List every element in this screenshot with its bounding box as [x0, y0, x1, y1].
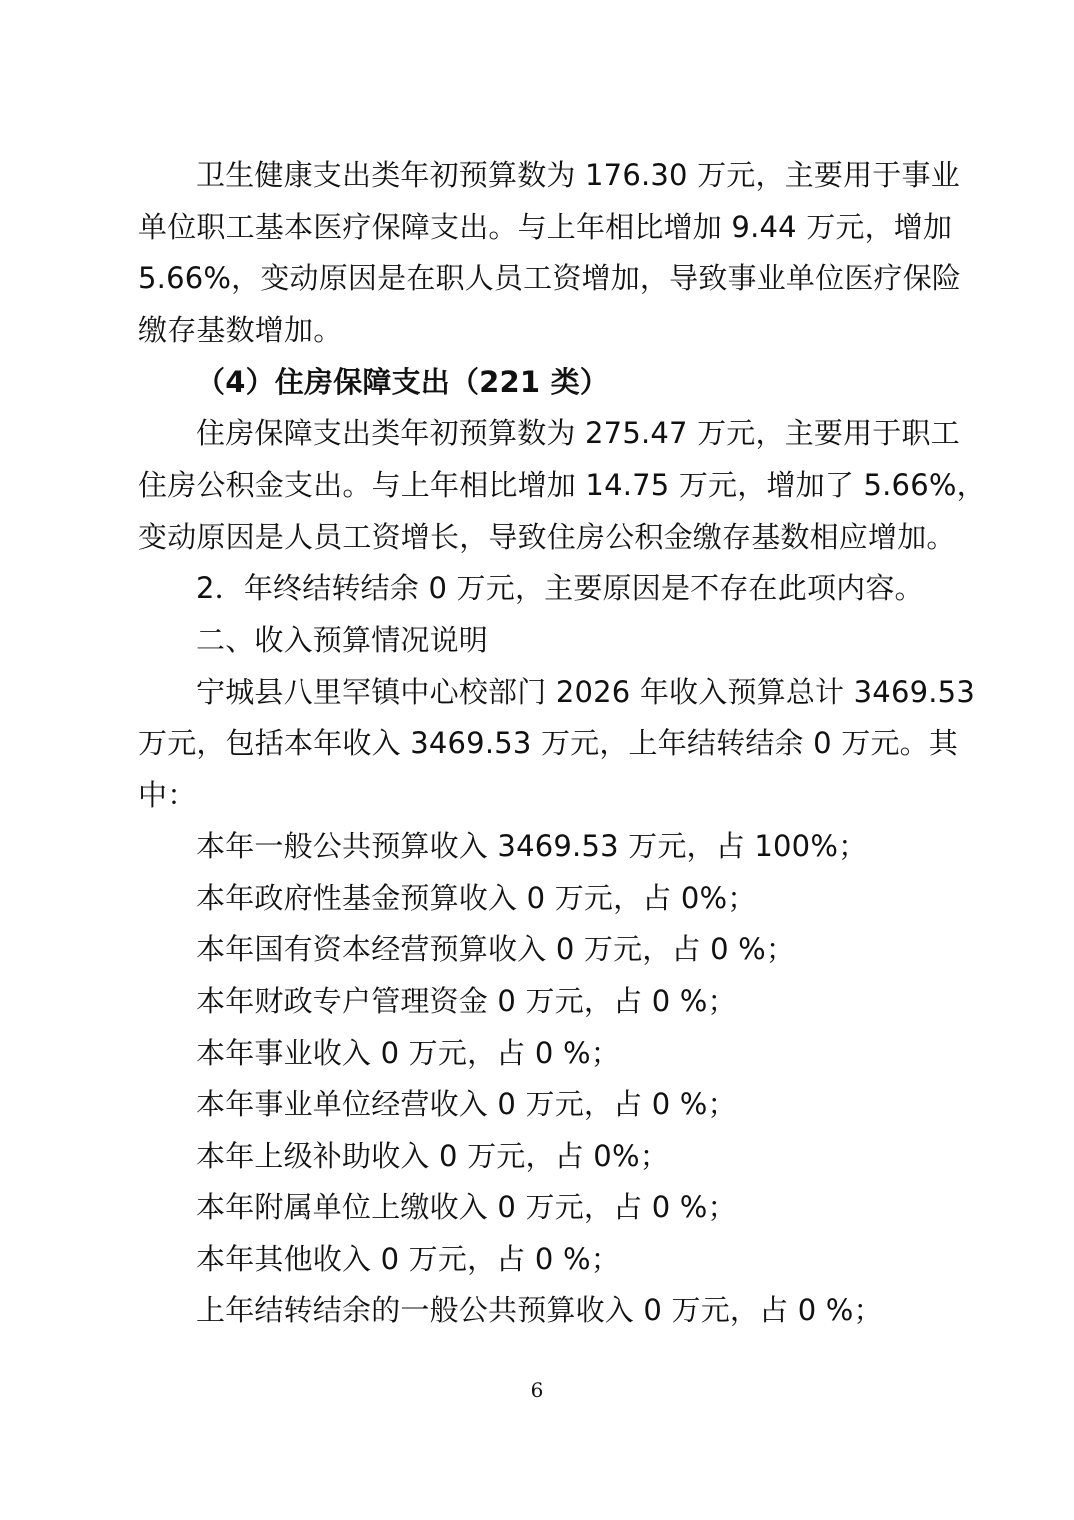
page-number: 6 [530, 1378, 544, 1402]
income-item: 本年事业单位经营收入 0 万元，占 0 %； [196, 1087, 737, 1121]
income-item: 本年事业收入 0 万元，占 0 %； [196, 1036, 620, 1070]
health-paragraph-line-1: 卫生健康支出类年初预算数为 176.30 万元，主要用于事业 [196, 158, 960, 192]
income-intro-line-3: 中： [138, 778, 197, 812]
income-item: 本年财政专户管理资金 0 万元，占 0 %； [196, 984, 737, 1018]
income-item: 上年结转结余的一般公共预算收入 0 万元，占 0 %； [196, 1293, 883, 1327]
health-paragraph-line-4: 缴存基数增加。 [138, 313, 343, 347]
income-intro-line-2: 万元，包括本年收入 3469.53 万元，上年结转结余 0 万元。其 [138, 726, 959, 760]
income-item: 本年附属单位上缴收入 0 万元，占 0 %； [196, 1190, 737, 1224]
section-two-title: 二、收入预算情况说明 [196, 623, 489, 657]
health-paragraph-line-2: 单位职工基本医疗保障支出。与上年相比增加 9.44 万元，增加 [138, 210, 953, 244]
income-item: 本年其他收入 0 万元，占 0 %； [196, 1242, 620, 1276]
carryover-paragraph: 2．年终结转结余 0 万元，主要原因是不存在此项内容。 [196, 571, 924, 605]
health-paragraph-line-3: 5.66%，变动原因是在职人员工资增加，导致事业单位医疗保险 [138, 261, 962, 295]
housing-paragraph-line-2: 住房公积金支出。与上年相比增加 14.75 万元，增加了 5.66%， [138, 468, 986, 502]
income-intro-line-1: 宁城县八里罕镇中心校部门 2026 年收入预算总计 3469.53 [196, 675, 975, 709]
income-item: 本年国有资本经营预算收入 0 万元，占 0 %； [196, 932, 796, 966]
income-item: 本年上级补助收入 0 万元，占 0%； [196, 1139, 669, 1173]
income-item: 本年一般公共预算收入 3469.53 万元，占 100%； [196, 829, 868, 863]
housing-paragraph-line-3: 变动原因是人员工资增长，导致住房公积金缴存基数相应增加。 [138, 520, 956, 554]
housing-section-heading: （4）住房保障支出（221 类） [196, 365, 610, 399]
income-item: 本年政府性基金预算收入 0 万元，占 0%； [196, 881, 757, 915]
housing-paragraph-line-1: 住房保障支出类年初预算数为 275.47 万元，主要用于职工 [196, 416, 960, 450]
